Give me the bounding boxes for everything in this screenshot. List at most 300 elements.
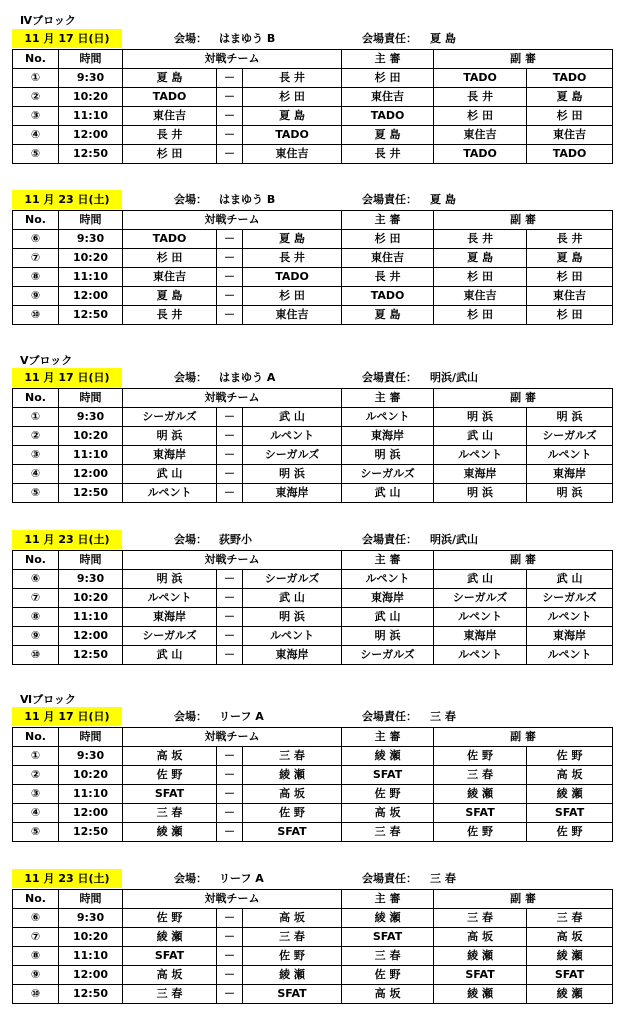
match-time: 12:50 (59, 484, 123, 503)
match-number: ⑩ (13, 985, 59, 1004)
versus-dash: － (217, 230, 243, 249)
match-date: 11 月 17 日(日) (12, 368, 122, 387)
team-away: ルペント (243, 627, 342, 646)
main-referee: 明 浜 (342, 627, 434, 646)
match-number: ① (13, 408, 59, 427)
team-away: SFAT (243, 985, 342, 1004)
team-away: シーガルズ (243, 446, 342, 465)
versus-dash: － (217, 985, 243, 1004)
main-referee: 長 井 (342, 145, 434, 164)
venue-responsible: 明浜/武山 (430, 533, 479, 546)
team-away: 東海岸 (243, 646, 342, 665)
main-referee: SFAT (342, 928, 434, 947)
match-date: 11 月 23 日(土) (12, 869, 122, 888)
main-referee: 東住吉 (342, 249, 434, 268)
header-sub-referee: 副 審 (434, 551, 613, 570)
team-away: シーガルズ (243, 570, 342, 589)
versus-dash: － (217, 107, 243, 126)
venue-responsible-label: 会場責任： (362, 193, 417, 206)
schedule-table (12, 550, 613, 665)
sub-referee-2: 綾 瀬 (527, 985, 613, 1004)
table-row (13, 88, 613, 107)
table-row (13, 928, 613, 947)
main-referee: TADO (342, 287, 434, 306)
main-referee: 杉 田 (342, 230, 434, 249)
header-teams: 対戦チーム (123, 389, 342, 408)
sub-referee-1: ルペント (434, 646, 527, 665)
match-number: ⑨ (13, 966, 59, 985)
match-time: 11:10 (59, 446, 123, 465)
table-header-row (13, 50, 613, 69)
sub-referee-1: 東住吉 (434, 287, 527, 306)
sub-referee-2: 三 春 (527, 909, 613, 928)
schedule-section (12, 368, 612, 503)
match-time: 9:30 (59, 747, 123, 766)
sub-referee-2: 長 井 (527, 230, 613, 249)
main-referee: 長 井 (342, 268, 434, 287)
venue-label: 会場： (174, 872, 207, 885)
sub-referee-1: 東住吉 (434, 126, 527, 145)
venue-responsible-label: 会場責任： (362, 710, 417, 723)
match-number: ⑦ (13, 589, 59, 608)
match-number: ⑦ (13, 249, 59, 268)
sub-referee-1: 三 春 (434, 766, 527, 785)
venue-responsible-label: 会場責任： (362, 32, 417, 45)
sub-referee-2: ルペント (527, 646, 613, 665)
header-time: 時間 (59, 389, 123, 408)
sub-referee-2: 佐 野 (527, 747, 613, 766)
schedule-section (12, 190, 612, 325)
versus-dash: － (217, 627, 243, 646)
team-away: 武 山 (243, 589, 342, 608)
versus-dash: － (217, 928, 243, 947)
block-title: Ⅳブロック (20, 14, 76, 27)
versus-dash: － (217, 145, 243, 164)
versus-dash: － (217, 465, 243, 484)
main-referee: 東海岸 (342, 589, 434, 608)
block-title: Ⅴブロック (20, 354, 73, 367)
versus-dash: － (217, 909, 243, 928)
match-number: ⑥ (13, 230, 59, 249)
table-row (13, 947, 613, 966)
table-row (13, 484, 613, 503)
main-referee: 杉 田 (342, 69, 434, 88)
sub-referee-1: 高 坂 (434, 928, 527, 947)
match-number: ② (13, 766, 59, 785)
match-number: ① (13, 747, 59, 766)
match-number: ⑧ (13, 947, 59, 966)
sub-referee-2: SFAT (527, 804, 613, 823)
match-time: 11:10 (59, 107, 123, 126)
table-row (13, 570, 613, 589)
team-home: 武 山 (123, 646, 217, 665)
team-home: シーガルズ (123, 408, 217, 427)
main-referee: 東海岸 (342, 427, 434, 446)
sub-referee-1: 佐 野 (434, 823, 527, 842)
match-time: 11:10 (59, 785, 123, 804)
table-row (13, 268, 613, 287)
match-time: 12:00 (59, 287, 123, 306)
team-away: TADO (243, 126, 342, 145)
match-time: 9:30 (59, 230, 123, 249)
match-number: ⑥ (13, 570, 59, 589)
table-row (13, 145, 613, 164)
section-header (12, 190, 612, 209)
match-number: ① (13, 69, 59, 88)
header-no: No. (13, 50, 59, 69)
main-referee: ルペント (342, 570, 434, 589)
header-time: 時間 (59, 890, 123, 909)
team-away: 武 山 (243, 408, 342, 427)
venue-name: はまゆう A (219, 371, 276, 384)
sub-referee-2: 杉 田 (527, 306, 613, 325)
match-number: ⑤ (13, 823, 59, 842)
main-referee: 高 坂 (342, 985, 434, 1004)
header-teams: 対戦チーム (123, 50, 342, 69)
sub-referee-2: 東海岸 (527, 627, 613, 646)
match-time: 12:50 (59, 823, 123, 842)
sub-referee-2: 東海岸 (527, 465, 613, 484)
match-time: 10:20 (59, 88, 123, 107)
team-home: TADO (123, 230, 217, 249)
versus-dash: － (217, 608, 243, 627)
team-home: 東住吉 (123, 107, 217, 126)
main-referee: 東住吉 (342, 88, 434, 107)
sub-referee-2: 明 浜 (527, 408, 613, 427)
sub-referee-2: ルペント (527, 446, 613, 465)
match-time: 11:10 (59, 947, 123, 966)
team-home: 東住吉 (123, 268, 217, 287)
match-number: ⑤ (13, 484, 59, 503)
match-time: 10:20 (59, 766, 123, 785)
match-time: 9:30 (59, 69, 123, 88)
header-teams: 対戦チーム (123, 211, 342, 230)
team-home: ルペント (123, 589, 217, 608)
sub-referee-2: シーガルズ (527, 589, 613, 608)
table-row (13, 608, 613, 627)
versus-dash: － (217, 427, 243, 446)
header-no: No. (13, 211, 59, 230)
table-row (13, 627, 613, 646)
sub-referee-2: シーガルズ (527, 427, 613, 446)
sub-referee-2: TADO (527, 69, 613, 88)
versus-dash: － (217, 306, 243, 325)
match-number: ② (13, 88, 59, 107)
team-home: 東海岸 (123, 446, 217, 465)
sub-referee-1: 東海岸 (434, 465, 527, 484)
match-time: 9:30 (59, 408, 123, 427)
schedule-table (12, 388, 613, 503)
team-away: 綾 瀬 (243, 966, 342, 985)
team-away: 佐 野 (243, 947, 342, 966)
team-away: 三 春 (243, 747, 342, 766)
header-sub-referee: 副 審 (434, 389, 613, 408)
table-row (13, 465, 613, 484)
match-number: ④ (13, 126, 59, 145)
match-time: 9:30 (59, 909, 123, 928)
sub-referee-1: SFAT (434, 966, 527, 985)
sub-referee-2: 高 坂 (527, 766, 613, 785)
team-home: 綾 瀬 (123, 928, 217, 947)
match-time: 10:20 (59, 249, 123, 268)
sub-referee-1: 綾 瀬 (434, 785, 527, 804)
sub-referee-1: 綾 瀬 (434, 947, 527, 966)
header-teams: 対戦チーム (123, 551, 342, 570)
venue-label: 会場： (174, 371, 207, 384)
team-away: 夏 島 (243, 230, 342, 249)
section-header (12, 707, 612, 726)
table-header-row (13, 211, 613, 230)
header-teams: 対戦チーム (123, 728, 342, 747)
table-row (13, 69, 613, 88)
sub-referee-2: 東住吉 (527, 126, 613, 145)
main-referee: 明 浜 (342, 446, 434, 465)
match-time: 10:20 (59, 928, 123, 947)
main-referee: 佐 野 (342, 785, 434, 804)
sub-referee-1: ルペント (434, 608, 527, 627)
header-no: No. (13, 551, 59, 570)
match-time: 9:30 (59, 570, 123, 589)
section-header (12, 530, 612, 549)
team-home: 明 浜 (123, 427, 217, 446)
main-referee: シーガルズ (342, 646, 434, 665)
header-referee: 主 審 (342, 50, 434, 69)
versus-dash: － (217, 126, 243, 145)
venue-responsible-label: 会場責任： (362, 371, 417, 384)
match-number: ⑩ (13, 306, 59, 325)
match-number: ④ (13, 804, 59, 823)
header-no: No. (13, 389, 59, 408)
versus-dash: － (217, 408, 243, 427)
block-title: Ⅵブロック (20, 693, 76, 706)
sub-referee-2: TADO (527, 145, 613, 164)
table-row (13, 747, 613, 766)
match-number: ③ (13, 446, 59, 465)
table-row (13, 306, 613, 325)
team-away: 明 浜 (243, 465, 342, 484)
versus-dash: － (217, 747, 243, 766)
team-home: 高 坂 (123, 747, 217, 766)
match-number: ⑤ (13, 145, 59, 164)
header-time: 時間 (59, 728, 123, 747)
main-referee: TADO (342, 107, 434, 126)
team-away: 綾 瀬 (243, 766, 342, 785)
sub-referee-1: 三 春 (434, 909, 527, 928)
match-time: 12:00 (59, 126, 123, 145)
table-row (13, 766, 613, 785)
match-number: ⑩ (13, 646, 59, 665)
versus-dash: － (217, 287, 243, 306)
venue-name: 荻野小 (219, 533, 252, 546)
table-row (13, 966, 613, 985)
versus-dash: － (217, 947, 243, 966)
header-no: No. (13, 890, 59, 909)
table-row (13, 646, 613, 665)
sub-referee-1: 明 浜 (434, 484, 527, 503)
team-away: TADO (243, 268, 342, 287)
team-away: 東海岸 (243, 484, 342, 503)
table-row (13, 985, 613, 1004)
match-time: 12:50 (59, 145, 123, 164)
venue-responsible: 夏 島 (430, 32, 456, 45)
table-row (13, 785, 613, 804)
schedule-table (12, 210, 613, 325)
table-row (13, 107, 613, 126)
team-away: ルペント (243, 427, 342, 446)
schedule-section (12, 869, 612, 1004)
venue-responsible-label: 会場責任： (362, 533, 417, 546)
header-sub-referee: 副 審 (434, 728, 613, 747)
sub-referee-2: 夏 島 (527, 249, 613, 268)
schedule-table (12, 727, 613, 842)
venue-responsible-label: 会場責任： (362, 872, 417, 885)
table-row (13, 427, 613, 446)
venue-label: 会場： (174, 32, 207, 45)
sub-referee-1: TADO (434, 145, 527, 164)
section-header (12, 869, 612, 888)
table-row (13, 804, 613, 823)
team-away: 佐 野 (243, 804, 342, 823)
section-header (12, 29, 612, 48)
sub-referee-1: SFAT (434, 804, 527, 823)
team-home: 長 井 (123, 306, 217, 325)
team-away: 明 浜 (243, 608, 342, 627)
team-home: 夏 島 (123, 69, 217, 88)
team-home: 高 坂 (123, 966, 217, 985)
sub-referee-1: 東海岸 (434, 627, 527, 646)
table-row (13, 287, 613, 306)
team-away: 長 井 (243, 69, 342, 88)
header-time: 時間 (59, 211, 123, 230)
sub-referee-2: 杉 田 (527, 268, 613, 287)
match-time: 12:00 (59, 627, 123, 646)
table-row (13, 126, 613, 145)
versus-dash: － (217, 823, 243, 842)
sub-referee-2: 高 坂 (527, 928, 613, 947)
team-home: 佐 野 (123, 909, 217, 928)
sub-referee-1: シーガルズ (434, 589, 527, 608)
header-sub-referee: 副 審 (434, 890, 613, 909)
versus-dash: － (217, 249, 243, 268)
team-home: 夏 島 (123, 287, 217, 306)
versus-dash: － (217, 570, 243, 589)
sub-referee-2: 武 山 (527, 570, 613, 589)
versus-dash: － (217, 69, 243, 88)
team-away: 杉 田 (243, 88, 342, 107)
table-row (13, 230, 613, 249)
team-home: 三 春 (123, 985, 217, 1004)
team-away: 東住吉 (243, 145, 342, 164)
header-sub-referee: 副 審 (434, 50, 613, 69)
match-number: ⑨ (13, 287, 59, 306)
team-away: 東住吉 (243, 306, 342, 325)
team-away: 三 春 (243, 928, 342, 947)
sub-referee-1: 長 井 (434, 230, 527, 249)
venue-name: はまゆう B (219, 32, 276, 45)
team-away: 長 井 (243, 249, 342, 268)
main-referee: 武 山 (342, 608, 434, 627)
versus-dash: － (217, 804, 243, 823)
table-row (13, 589, 613, 608)
match-time: 10:20 (59, 427, 123, 446)
main-referee: 三 春 (342, 947, 434, 966)
team-home: 杉 田 (123, 145, 217, 164)
team-away: 夏 島 (243, 107, 342, 126)
match-number: ⑥ (13, 909, 59, 928)
main-referee: 夏 島 (342, 306, 434, 325)
match-date: 11 月 23 日(土) (12, 190, 122, 209)
match-number: ⑧ (13, 268, 59, 287)
header-no: No. (13, 728, 59, 747)
sub-referee-1: 杉 田 (434, 306, 527, 325)
team-away: SFAT (243, 823, 342, 842)
header-referee: 主 審 (342, 551, 434, 570)
match-number: ② (13, 427, 59, 446)
sub-referee-2: 夏 島 (527, 88, 613, 107)
versus-dash: － (217, 646, 243, 665)
sub-referee-1: 長 井 (434, 88, 527, 107)
team-home: 佐 野 (123, 766, 217, 785)
main-referee: 夏 島 (342, 126, 434, 145)
match-time: 12:50 (59, 985, 123, 1004)
match-number: ③ (13, 107, 59, 126)
table-row (13, 823, 613, 842)
section-header (12, 368, 612, 387)
venue-responsible: 夏 島 (430, 193, 456, 206)
header-referee: 主 審 (342, 389, 434, 408)
sub-referee-2: 明 浜 (527, 484, 613, 503)
team-away: 杉 田 (243, 287, 342, 306)
team-home: 三 春 (123, 804, 217, 823)
venue-name: リーフ A (219, 872, 264, 885)
sub-referee-2: 杉 田 (527, 107, 613, 126)
table-row (13, 249, 613, 268)
versus-dash: － (217, 589, 243, 608)
main-referee: 綾 瀬 (342, 909, 434, 928)
match-number: ⑧ (13, 608, 59, 627)
sub-referee-1: TADO (434, 69, 527, 88)
header-time: 時間 (59, 50, 123, 69)
venue-responsible: 明浜/武山 (430, 371, 479, 384)
versus-dash: － (217, 268, 243, 287)
versus-dash: － (217, 966, 243, 985)
main-referee: 高 坂 (342, 804, 434, 823)
versus-dash: － (217, 766, 243, 785)
main-referee: 佐 野 (342, 966, 434, 985)
sub-referee-1: 夏 島 (434, 249, 527, 268)
match-time: 11:10 (59, 608, 123, 627)
sub-referee-1: 武 山 (434, 427, 527, 446)
table-row (13, 408, 613, 427)
sub-referee-2: SFAT (527, 966, 613, 985)
match-number: ④ (13, 465, 59, 484)
team-away: 高 坂 (243, 909, 342, 928)
header-teams: 対戦チーム (123, 890, 342, 909)
sub-referee-1: 明 浜 (434, 408, 527, 427)
main-referee: SFAT (342, 766, 434, 785)
match-number: ⑦ (13, 928, 59, 947)
sub-referee-2: ルペント (527, 608, 613, 627)
sub-referee-1: ルペント (434, 446, 527, 465)
match-date: 11 月 17 日(日) (12, 29, 122, 48)
sub-referee-2: 東住吉 (527, 287, 613, 306)
team-home: ルペント (123, 484, 217, 503)
team-home: TADO (123, 88, 217, 107)
header-sub-referee: 副 審 (434, 211, 613, 230)
table-header-row (13, 728, 613, 747)
sub-referee-1: 佐 野 (434, 747, 527, 766)
match-number: ③ (13, 785, 59, 804)
